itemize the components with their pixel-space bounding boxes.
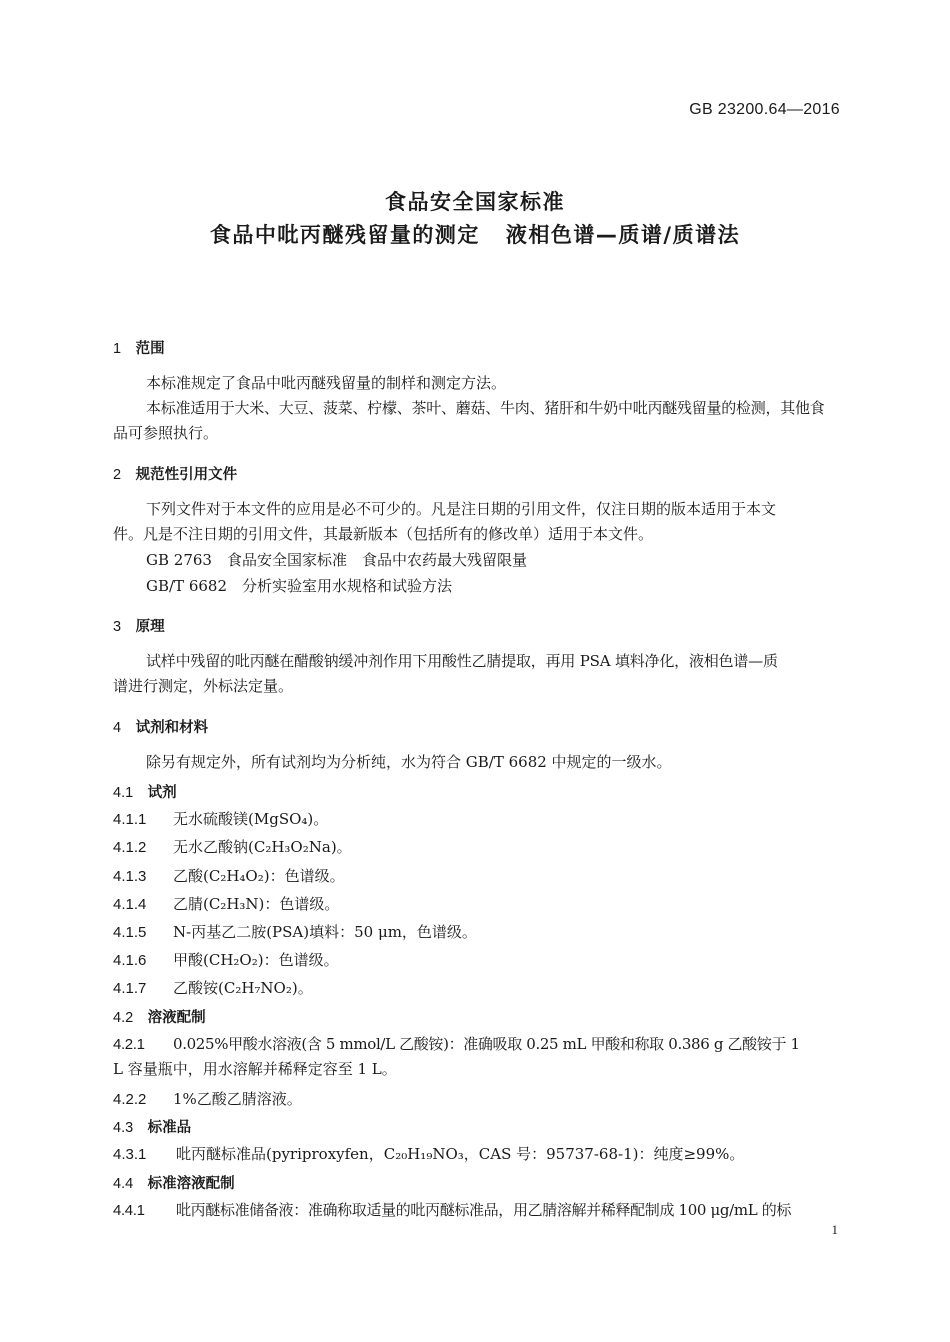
paragraph: 品可参照执行。 bbox=[113, 424, 219, 442]
page-number: 1 bbox=[831, 1222, 838, 1237]
standard-item bbox=[113, 1143, 744, 1164]
subsection-title: 试剂 bbox=[147, 785, 177, 801]
subsection-4-4-heading bbox=[113, 1172, 235, 1193]
paragraph: 除另有规定外，所有试剂均为分析纯，水为符合 GB/T 6682 中规定的一级水。 bbox=[146, 753, 672, 771]
section-number: 4 bbox=[113, 720, 122, 736]
normative-reference bbox=[146, 575, 452, 596]
paragraph: 本标准适用于大米、大豆、菠菜、柠檬、茶叶、蘑菇、牛肉、猪肝和牛奶中吡丙醚残留量的检测，其他食 bbox=[146, 399, 825, 417]
paragraph: 本标准规定了食品中吡丙醚残留量的制样和测定方法。 bbox=[146, 374, 507, 392]
section-title: 原理 bbox=[135, 619, 165, 635]
item-text: 乙酸(C₂H₄O₂)：色谱级。 bbox=[173, 867, 345, 885]
reagent-item bbox=[113, 949, 339, 970]
section-number: 3 bbox=[113, 619, 122, 635]
paragraph: 谱进行测定，外标法定量。 bbox=[113, 677, 294, 695]
subsection-4-3-heading bbox=[113, 1116, 191, 1137]
item-text: 1%乙酸乙腈溶液。 bbox=[173, 1090, 302, 1108]
subsection-title: 溶液配制 bbox=[147, 1010, 206, 1026]
paragraph: 试样中残留的吡丙醚在醋酸钠缓冲剂作用下用酸性乙腈提取，再用 PSA 填料净化，液相色谱—质 bbox=[146, 652, 778, 670]
item-text: 吡丙醚标准品(pyriproxyfen，C₂₀H₁₉NO₃，CAS 号：95737-68-1)：纯度≥99%。 bbox=[176, 1145, 745, 1163]
subsection-title: 标准品 bbox=[147, 1120, 192, 1136]
solution-item bbox=[113, 1033, 800, 1054]
reference-code: GB/T 6682 bbox=[146, 577, 228, 595]
item-number: 4.4.1 bbox=[113, 1202, 145, 1219]
title-line-1: 食品安全国家标准 bbox=[385, 190, 565, 214]
reagent-item bbox=[113, 836, 352, 857]
standard-solution-item bbox=[113, 1199, 791, 1220]
item-text: 无水硫酸镁(MgSO₄)。 bbox=[173, 810, 329, 828]
paragraph: 件。凡是不注日期的引用文件，其最新版本（包括所有的修改单）适用于本文件。 bbox=[113, 525, 654, 543]
reagent-item bbox=[113, 921, 477, 942]
item-number: 4.1.3 bbox=[113, 868, 147, 885]
item-text: 0.025%甲酸水溶液(含 5 mmol/L 乙酸铵)：准确吸取 0.25 mL 甲酸和称取 0.386 g 乙酸铵于 1 bbox=[173, 1035, 800, 1053]
subsection-title: 标准溶液配制 bbox=[147, 1176, 235, 1192]
reagent-item bbox=[113, 808, 328, 829]
item-text: 乙腈(C₂H₃N)：色谱级。 bbox=[173, 895, 340, 913]
item-number: 4.1.6 bbox=[113, 952, 147, 969]
section-title: 范围 bbox=[135, 341, 165, 357]
section-title: 试剂和材料 bbox=[135, 720, 209, 736]
section-2-heading bbox=[113, 463, 237, 484]
subsection-number: 4.4 bbox=[113, 1176, 134, 1192]
item-text: 吡丙醚标准储备液：准确称取适量的吡丙醚标准品，用乙腈溶解并稀释配制成 100 μg/mL 的标 bbox=[176, 1201, 792, 1219]
title-line-2-part-1: 食品中吡丙醚残留量的测定 bbox=[209, 223, 480, 247]
item-text: 甲酸(CH₂O₂)：色谱级。 bbox=[173, 951, 339, 969]
subsection-4-2-heading bbox=[113, 1006, 206, 1027]
solution-item bbox=[113, 1088, 302, 1109]
subsection-4-1-heading bbox=[113, 781, 177, 802]
item-number: 4.1.5 bbox=[113, 924, 147, 941]
subsection-number: 4.1 bbox=[113, 785, 134, 801]
section-3-heading bbox=[113, 615, 165, 636]
section-number: 1 bbox=[113, 341, 122, 357]
normative-reference bbox=[146, 549, 527, 570]
item-number: 4.1.1 bbox=[113, 811, 147, 828]
item-number: 4.2.1 bbox=[113, 1036, 145, 1053]
section-number: 2 bbox=[113, 467, 122, 483]
section-1-heading bbox=[113, 337, 165, 358]
reference-code: GB 2763 bbox=[146, 551, 212, 569]
subsection-number: 4.2 bbox=[113, 1010, 134, 1026]
paragraph: 下列文件对于本文件的应用是必不可少的。凡是注日期的引用文件，仅注日期的版本适用于本文 bbox=[146, 500, 777, 518]
solution-item-continued: L 容量瓶中，用水溶解并稀释定容至 1 L。 bbox=[113, 1060, 397, 1078]
title-line-2-part-2: 液相色谱—质谱/质谱法 bbox=[505, 223, 741, 247]
reagent-item bbox=[113, 865, 345, 886]
reference-title: 食品安全国家标准 食品中农药最大残留限量 bbox=[226, 551, 527, 569]
item-number: 4.2.2 bbox=[113, 1091, 147, 1108]
reagent-item bbox=[113, 977, 313, 998]
subsection-number: 4.3 bbox=[113, 1120, 134, 1136]
reagent-item bbox=[113, 893, 339, 914]
item-number: 4.1.4 bbox=[113, 896, 147, 913]
section-4-heading bbox=[113, 716, 208, 737]
item-text: N-丙基乙二胺(PSA)填料：50 μm，色谱级。 bbox=[173, 923, 477, 941]
item-text: 无水乙酸钠(C₂H₃O₂Na)。 bbox=[173, 838, 352, 856]
title-line-2 bbox=[0, 219, 950, 249]
reference-title: 分析实验室用水规格和试验方法 bbox=[242, 577, 453, 595]
section-title: 规范性引用文件 bbox=[135, 467, 238, 483]
item-text: 乙酸铵(C₂H₇NO₂)。 bbox=[173, 979, 313, 997]
standard-code: GB 23200.64—2016 bbox=[689, 101, 840, 118]
item-number: 4.3.1 bbox=[113, 1146, 147, 1163]
item-number: 4.1.7 bbox=[113, 980, 147, 997]
item-number: 4.1.2 bbox=[113, 839, 147, 856]
